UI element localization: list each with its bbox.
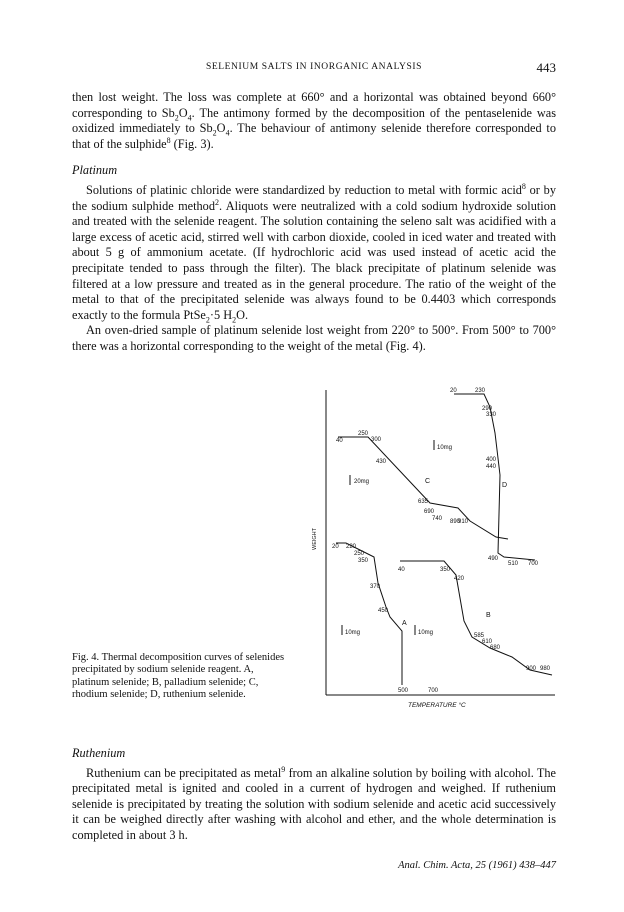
- ru-sup: 9: [281, 764, 286, 774]
- d-label-290: 290: [482, 406, 493, 412]
- curve-b-line: [400, 561, 552, 675]
- y-axis-label: WEIGHT: [312, 528, 318, 550]
- c-label-300: 300: [371, 437, 382, 443]
- curve-c-line: [338, 437, 508, 539]
- pt-text-1: Solutions of platinic chloride were standardized by reduction to metal with formic acid: [86, 182, 522, 197]
- platinum-paragraph-1: [72, 183, 556, 323]
- b-label-420: 420: [454, 576, 465, 582]
- ruthenium-paragraph: [72, 766, 556, 844]
- intro-text-5: . The behaviour of antimony selenide therefore corresponded to that of the sulphide: [72, 121, 556, 151]
- intro-sub-2: 4: [187, 113, 192, 123]
- d-curve-name: D: [502, 482, 508, 489]
- a-label-350: 350: [358, 558, 369, 564]
- a-label-700: 700: [428, 688, 439, 694]
- intro-text-2: O: [178, 105, 188, 120]
- b-label-900: 900: [526, 666, 537, 672]
- ru-text-1: Ruthenium can be precipitated as metal: [86, 765, 282, 780]
- c-label-40: 40: [336, 438, 343, 444]
- c-label-740: 740: [432, 516, 443, 522]
- b-label-40: 40: [398, 567, 405, 573]
- a-label-500: 500: [398, 688, 409, 694]
- intro-sub-1: 2: [174, 113, 179, 123]
- c-label-635: 635: [418, 499, 429, 505]
- intro-paragraph: [72, 90, 556, 152]
- ru-text-2: from an alkaline solution by boiling with alcohol. The precipitated metal is ignited and cooled in a current of hydrogen and weighed. If ruthenium selenide is precipitated by treating the solution with sodium selenide and acetic acid successively it can be weighed directly after washing with alcohol and ether, and the whole determination is completed in about 3 h.: [72, 765, 556, 842]
- b-label-980: 980: [540, 666, 551, 672]
- caption-text: Fig. 4. Thermal decomposition curves of selenides precipitated by sodium selenide reagent. A, platinum selenide; B, palladium selenide; C, rhodium selenide; D, ruthenium selenide.: [72, 652, 285, 701]
- thermal-decomposition-figure: [290, 385, 560, 730]
- c-label-890: 890: [450, 519, 461, 525]
- intro-sub-4: 4: [225, 128, 230, 138]
- d-label-510: 510: [508, 561, 519, 567]
- d-label-400: 400: [486, 457, 497, 463]
- b-label-350: 350: [440, 567, 451, 573]
- intro-sub-3: 2: [212, 128, 217, 138]
- ruthenium-heading: Ruthenium: [72, 746, 126, 760]
- b-label-680: 680: [490, 645, 501, 651]
- a-scale-label: 10mg: [345, 630, 361, 636]
- d-label-440: 440: [486, 464, 497, 470]
- a-label-370: 370: [370, 584, 381, 590]
- c-label-250: 250: [358, 431, 369, 437]
- figure-caption: [72, 652, 292, 702]
- page-header: [72, 60, 556, 78]
- journal-citation: Anal. Chim. Acta, 25 (1961) 438–447: [398, 860, 556, 871]
- body-text-bottom: [72, 746, 556, 844]
- c-label-690: 690: [424, 509, 435, 515]
- curve-d-line: [454, 394, 535, 560]
- b-label-610: 610: [482, 639, 493, 645]
- c-curve-name: C: [425, 478, 431, 485]
- b-scale-label: 10mg: [418, 630, 434, 636]
- pt-text-2: or by the sodium sulphide method: [72, 182, 556, 213]
- curve-a-line: [336, 543, 402, 685]
- pt-sub-2: 2: [232, 315, 237, 325]
- b-label-585: 585: [474, 633, 485, 639]
- d-scale-label: 10mg: [437, 445, 453, 451]
- d-label-330: 330: [486, 412, 497, 418]
- platinum-paragraph-2: An oven-dried sample of platinum selenide lost weight from 220° to 500°. From 500° to 700° there was a horizontal corresponding to the weight of the metal (Fig. 4).: [72, 323, 556, 353]
- pt-sup-1: 8: [521, 181, 526, 191]
- a-curve-name: A: [402, 620, 407, 627]
- body-text-top: [72, 90, 556, 355]
- d-label-230: 230: [475, 388, 486, 394]
- a-label-220: 220: [346, 544, 357, 550]
- pt-text-3: . Aliquots were neutralized with a cold sodium hydroxide solution and treated with the selenide reagent. The solution containing the seleno salt was acidified with a large excess of acetic acid, stirred well with carbon dioxide, cooled in iced water and treated with about 5 g of ammonium acetate. (If hydrochloric acid was used instead of acetic acid the precipitate tended to pass through the filter). The black precipitate of platinum selenide was filtered at a low pressure and treated as in the general procedure. The ratio of the weight of the metal to that of the precipitated selenide was always found to be 0.4403 which corresponds exactly to the formula PtSe: [72, 198, 556, 322]
- x-axis-label: TEMPERATURE °C: [408, 702, 466, 709]
- a-label-450: 450: [378, 608, 389, 614]
- intro-sup: 8: [166, 135, 171, 145]
- b-curve-name: B: [486, 612, 491, 619]
- d-label-20: 20: [450, 388, 457, 394]
- c-label-430: 430: [376, 459, 387, 465]
- pt-sup-2: 2: [214, 197, 219, 207]
- intro-text-6: (Fig. 3).: [170, 136, 214, 151]
- pt-text-5: O.: [236, 307, 249, 322]
- c-scale-label: 20mg: [354, 479, 370, 485]
- a-label-250: 250: [354, 551, 365, 557]
- intro-text-1: then lost weight. The loss was complete at 660° and a horizontal was obtained beyond 660° corresponding to Sb: [72, 90, 556, 120]
- a-label-20: 20: [332, 544, 339, 550]
- intro-text-4: O: [216, 121, 226, 136]
- pt-text-4: ·5 H: [209, 307, 233, 322]
- pt-sub-1: 2: [205, 315, 210, 325]
- d-label-700: 700: [528, 561, 539, 567]
- intro-text-3: . The antimony formed by the decomposition of the pentaselenide was oxidized immediately to Sb: [72, 105, 556, 136]
- page-number: 443: [536, 60, 556, 75]
- running-title: SELENIUM SALTS IN INORGANIC ANALYSIS: [205, 62, 423, 72]
- c-label-910: 910: [458, 519, 469, 525]
- platinum-heading: Platinum: [72, 163, 118, 178]
- d-label-490: 490: [488, 556, 499, 562]
